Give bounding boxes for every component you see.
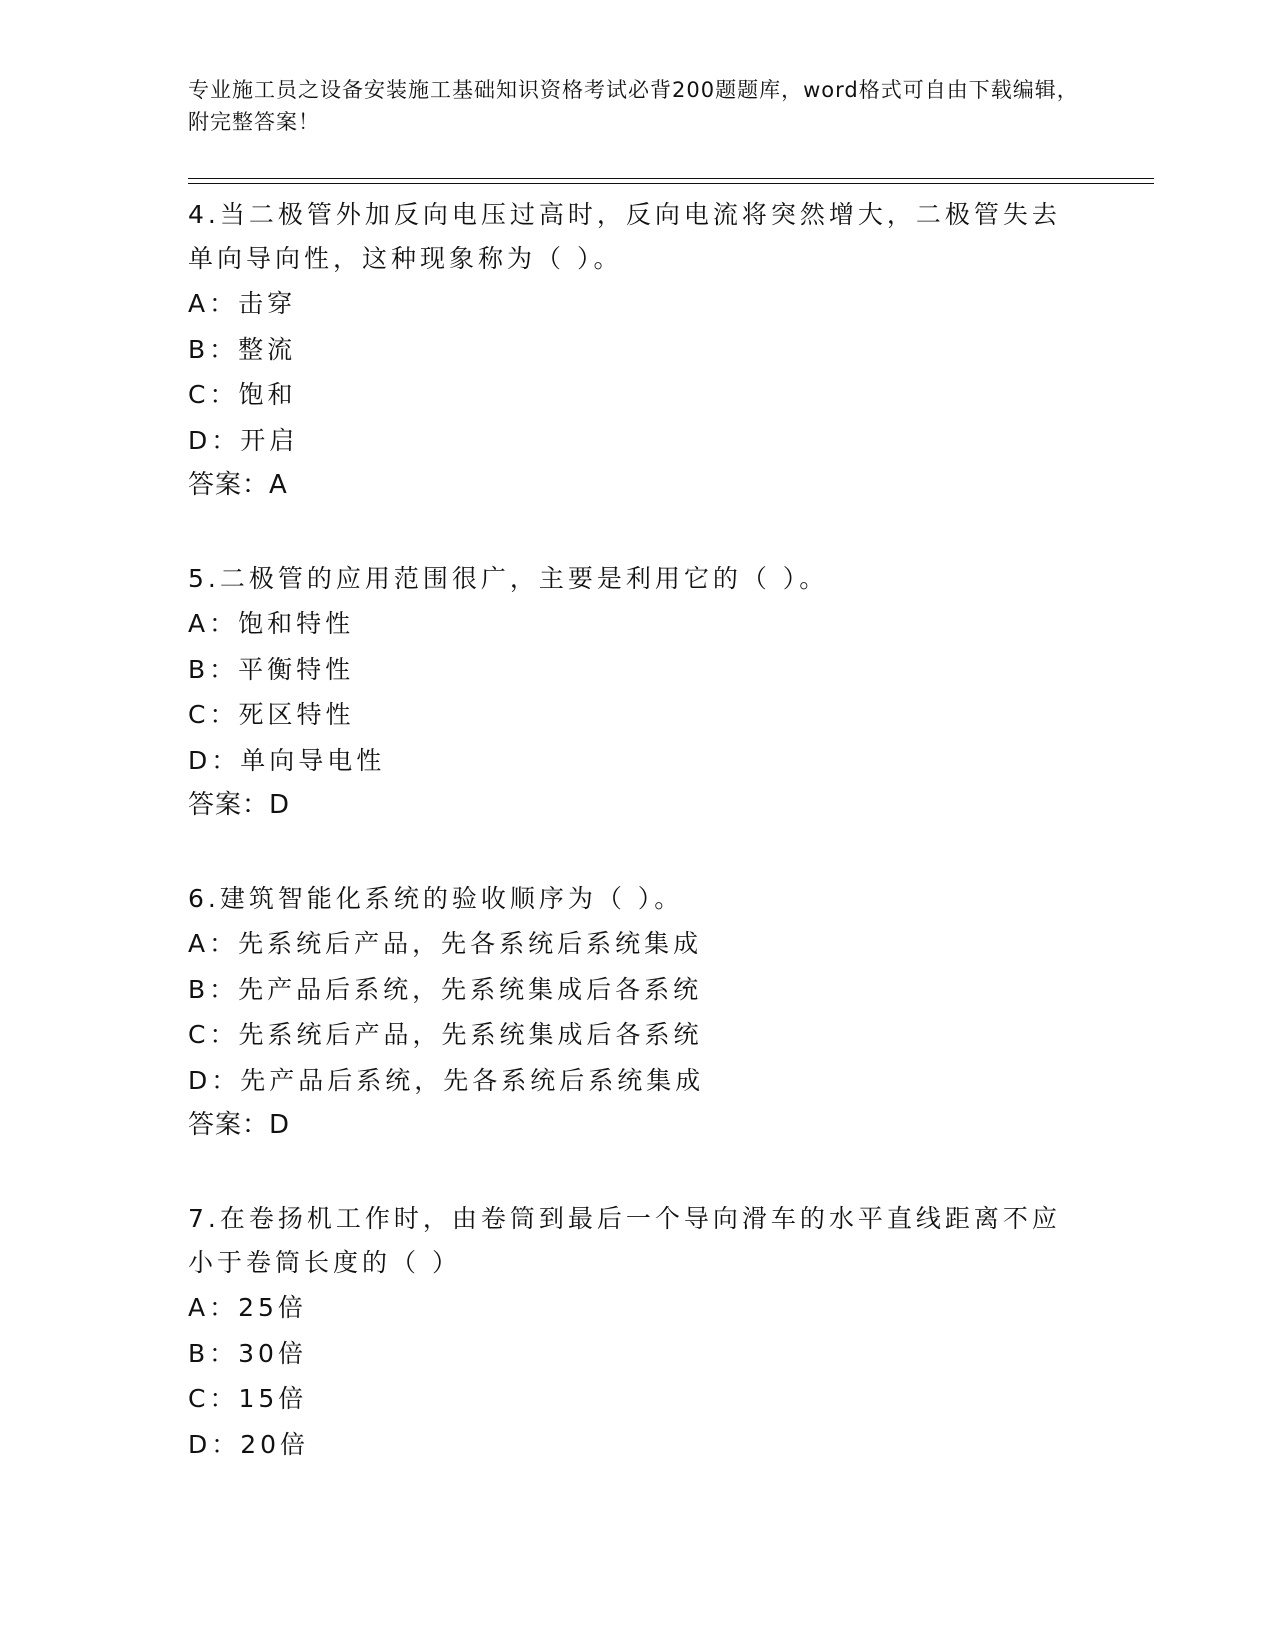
option-b: B：先产品后系统，先系统集成后各系统 <box>188 974 703 1004</box>
question-stem: 7.在卷扬机工作时，由卷筒到最后一个导向滑车的水平直线距离不应小于卷筒长度的（ ） <box>188 1204 1061 1277</box>
spacer <box>188 508 1088 554</box>
spacer <box>188 828 1088 874</box>
header-note: 专业施工员之设备安装施工基础知识资格考试必背200题题库，word格式可自由下载编辑，附完整答案！ <box>188 78 1079 134</box>
option-c: C：先系统后产品，先系统集成后各系统 <box>188 1020 703 1049</box>
question-stem: 6.建筑智能化系统的验收顺序为（ ）。 <box>188 884 684 913</box>
option-a: A：击穿 <box>188 289 297 318</box>
question-stem: 5.二极管的应用范围很广，主要是利用它的（ ）。 <box>188 564 829 593</box>
answer: 答案：D <box>188 790 291 820</box>
option-c: C：死区特性 <box>188 700 355 729</box>
option-c: C：饱和 <box>188 380 297 409</box>
question-4 <box>188 190 1088 508</box>
header-rule-top <box>188 178 1154 179</box>
option-a: A：25倍 <box>188 1293 307 1322</box>
answer: 答案：A <box>188 470 288 500</box>
answer: 答案：D <box>188 1110 291 1140</box>
question-stem: 4.当二极管外加反向电压过高时，反向电流将突然增大，二极管失去单向导向性，这种现象称为（ ）。 <box>188 200 1061 273</box>
question-list <box>188 190 1088 1467</box>
option-b: B：整流 <box>188 334 297 364</box>
option-d: D：先产品后系统，先各系统后系统集成 <box>188 1065 705 1095</box>
question-6 <box>188 874 1088 1148</box>
option-b: B：平衡特性 <box>188 654 355 684</box>
option-d: D：20倍 <box>188 1429 310 1459</box>
option-c: C：15倍 <box>188 1384 308 1413</box>
option-d: D：单向导电性 <box>188 745 386 775</box>
header-rule-bottom <box>188 183 1154 184</box>
spacer <box>188 1148 1088 1194</box>
question-7 <box>188 1194 1088 1467</box>
option-b: B：30倍 <box>188 1338 307 1368</box>
option-d: D：开启 <box>188 425 299 455</box>
option-a: A：饱和特性 <box>188 609 355 638</box>
option-a: A：先系统后产品，先各系统后系统集成 <box>188 929 703 958</box>
question-5 <box>188 554 1088 828</box>
